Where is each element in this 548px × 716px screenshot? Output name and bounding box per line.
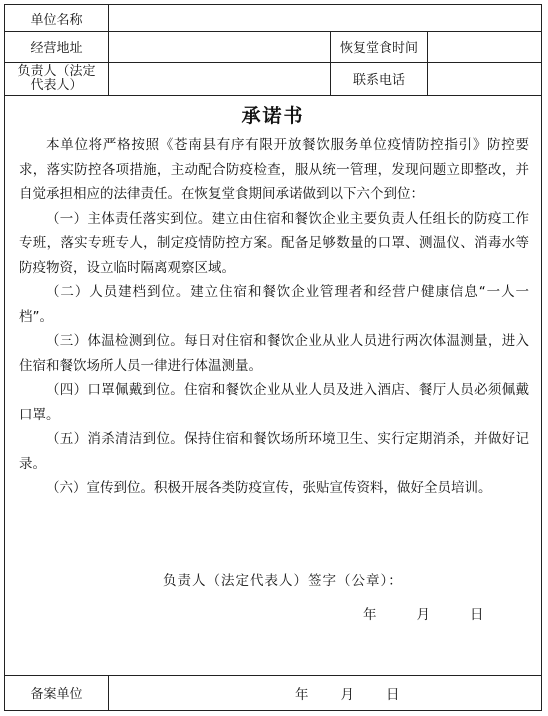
signature-date-year: 年 xyxy=(363,607,377,623)
record-unit-row xyxy=(5,675,541,710)
commitment-form xyxy=(4,4,542,711)
person-value[interactable] xyxy=(109,62,331,95)
letter-intro: 本单位将严格按照《苍南县有序有限开放餐饮服务单位疫情防控指引》防控要求，落实防控各项措施，主动配合防疫检查，服从统一管理，发现问题立即整改，并自觉承担相应的法律责任。在恢复堂食期间承诺做到以下六个到位： xyxy=(19,137,529,202)
unit-name-row xyxy=(5,5,541,32)
letter-content xyxy=(19,133,529,501)
person-label xyxy=(5,62,109,95)
letter-item-4: （四）口罩佩戴到位。住宿和餐饮企业从业人员及进入酒店、餐厅人员必须佩戴口罩。 xyxy=(19,382,529,423)
letter-item-5: （五）消杀清洁到位。保持住宿和餐饮场所环境卫生、实行定期消杀，并做好记录。 xyxy=(19,431,529,472)
resume-time-label: 恢复堂食时间 xyxy=(331,31,428,62)
signature-label: 负责人（法定代表人）签字（公章）： xyxy=(163,573,403,589)
record-unit-value[interactable] xyxy=(109,675,541,710)
address-row xyxy=(5,31,541,63)
record-date-day: 日 xyxy=(386,686,400,703)
address-value[interactable] xyxy=(109,31,331,62)
letter-item-1: （一）主体责任落实到位。建立由住宿和餐饮企业主要负责人任组长的防疫工作专班，落实专班专人，制定疫情防控方案。配备足够数量的口罩、测温仪、消毒水等防疫物资，设立临时隔离观察区域。 xyxy=(19,210,529,276)
signature-date-day: 日 xyxy=(470,607,484,623)
contact-label: 联系电话 xyxy=(331,62,428,95)
person-label-line2: 代表人） xyxy=(30,77,83,93)
contact-value[interactable] xyxy=(428,62,541,95)
address-label: 经营地址 xyxy=(5,31,109,62)
person-label-line1: 负责人（法定 xyxy=(17,63,96,79)
record-date-month: 月 xyxy=(340,686,354,703)
record-date xyxy=(295,683,400,703)
unit-name-value[interactable] xyxy=(109,5,541,31)
person-row xyxy=(5,62,541,96)
letter-item-6: （六）宣传到位。积极开展各类防疫宣传，张贴宣传资料，做好全员培训。 xyxy=(46,480,492,496)
signature-date xyxy=(363,603,484,623)
letter-body xyxy=(5,95,541,676)
resume-time-value[interactable] xyxy=(428,31,541,62)
letter-item-3: （三）体温检测到位。每日对住宿和餐饮企业从业人员进行两次体温测量，进入住宿和餐饮场所人员一律进行体温测量。 xyxy=(19,333,529,374)
record-unit-label: 备案单位 xyxy=(5,675,109,710)
record-date-year: 年 xyxy=(295,686,309,703)
letter-item-2: （二）人员建档到位。建立住宿和餐饮企业管理者和经营户健康信息“一人一档”。 xyxy=(19,284,529,325)
signature-date-month: 月 xyxy=(416,607,430,623)
letter-title: 承诺书 xyxy=(241,105,305,127)
unit-name-label: 单位名称 xyxy=(5,5,109,31)
